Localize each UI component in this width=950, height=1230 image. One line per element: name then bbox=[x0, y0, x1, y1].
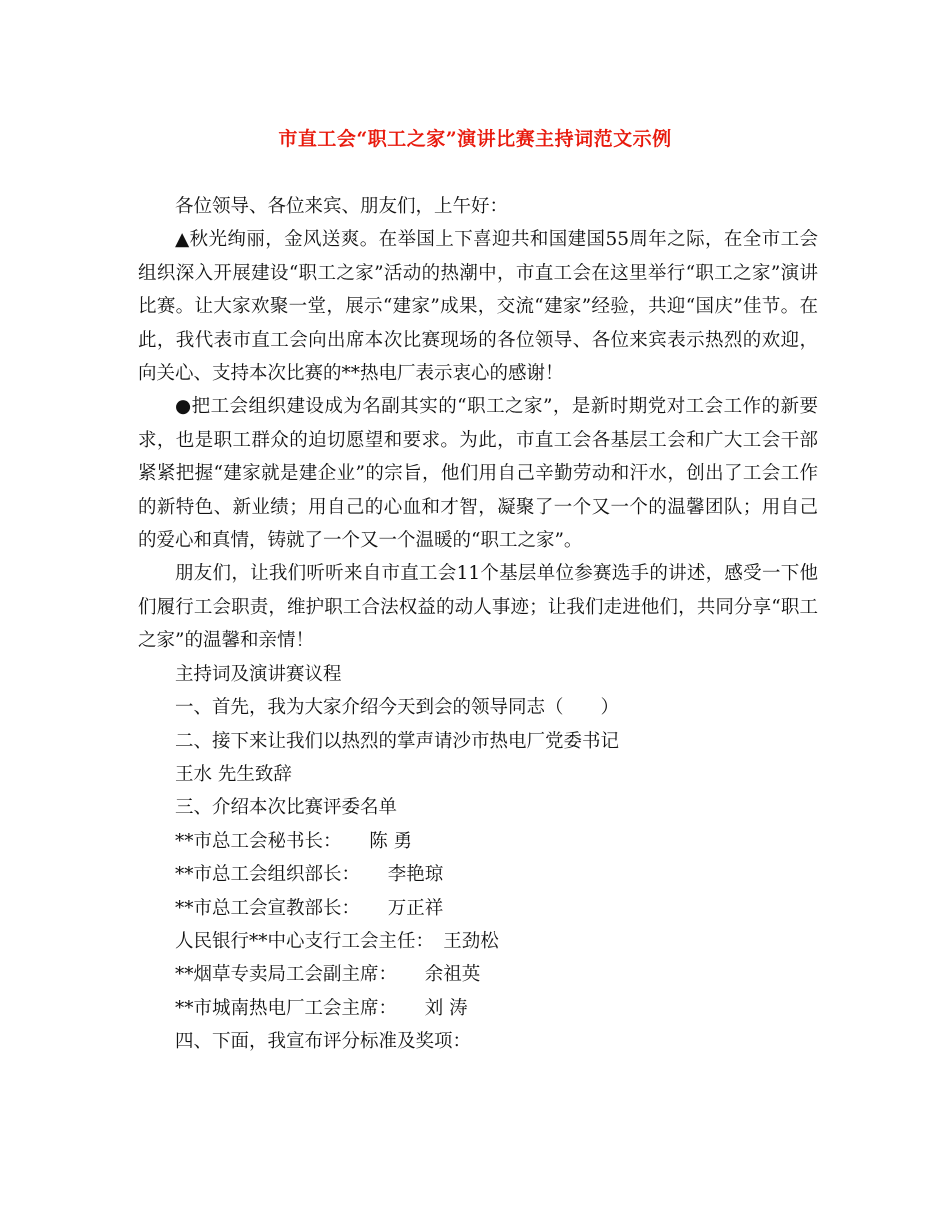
judge-row: **市城南热电厂工会主席： 刘 涛 bbox=[175, 997, 468, 1019]
agenda-heading: 主持词及演讲赛议程 bbox=[175, 663, 342, 685]
agenda-item-2-cont: 王水 先生致辞 bbox=[175, 763, 292, 785]
paragraph-requirements: ●把工会组织建设成为名副其实的“职工之家”，是新时期党对工会工作的新要求，也是职工群众的迫切愿望和要求。为此，市直工会各基层工会和广大工会干部紧紧把握“建家就是建企业”的宗旨，他们用自己辛勤劳动和汗水，创出了工会工作的新特色、新业绩；用自己的心血和才智，凝聚了一个又一个的温馨团队；用自己的爱心和真情，铸就了一个又一个温暖的“职工之家”。 bbox=[138, 396, 818, 552]
judge-row: **市总工会秘书长： 陈 勇 bbox=[175, 830, 413, 852]
agenda-item-4: 四、下面，我宣布评分标准及奖项： bbox=[175, 1031, 472, 1053]
document-title: 市直工会“职工之家”演讲比赛主持词范文示例 bbox=[278, 128, 672, 150]
document-body bbox=[138, 190, 818, 1059]
judge-row: 人民银行**中心支行工会主任： 王劲松 bbox=[175, 930, 499, 952]
agenda-item-3: 三、介绍本次比赛评委名单 bbox=[175, 797, 398, 819]
agenda-item-2: 二、接下来让我们以热烈的掌声请沙市热电厂党委书记 bbox=[175, 730, 620, 752]
paragraph-greeting: 各位领导、各位来宾、朋友们，上午好： bbox=[175, 196, 509, 217]
paragraph-opening: ▲秋光绚丽，金风送爽。在举国上下喜迎共和国建国55周年之际，在全市工会组织深入开展建设“职工之家”活动的热潮中，市直工会在这里举行“职工之家”演讲比赛。让大家欢聚一堂，展示“建家”成果，交流“建家”经验，共迎“国庆”佳节。在此，我代表市直工会向出席本次比赛现场的各位领导、各位来宾表示热烈的欢迎，向关心、支持本次比赛的**热电厂表示衷心的感谢！ bbox=[138, 229, 818, 385]
judge-row: **市总工会组织部长： 李艳琼 bbox=[175, 864, 444, 886]
judge-row: **市总工会宣教部长： 万正祥 bbox=[175, 897, 444, 919]
paragraph-invitation: 朋友们，让我们听听来自市直工会11个基层单位参赛选手的讲述，感受一下他们履行工会职责，维护职工合法权益的动人事迹；让我们走进他们，共同分享“职工之家”的温馨和亲情！ bbox=[138, 563, 818, 652]
agenda-item-1: 一、首先，我为大家介绍今天到会的领导同志（ ） bbox=[175, 697, 620, 719]
judge-row: **烟草专卖局工会副主席： 余祖英 bbox=[175, 964, 481, 986]
